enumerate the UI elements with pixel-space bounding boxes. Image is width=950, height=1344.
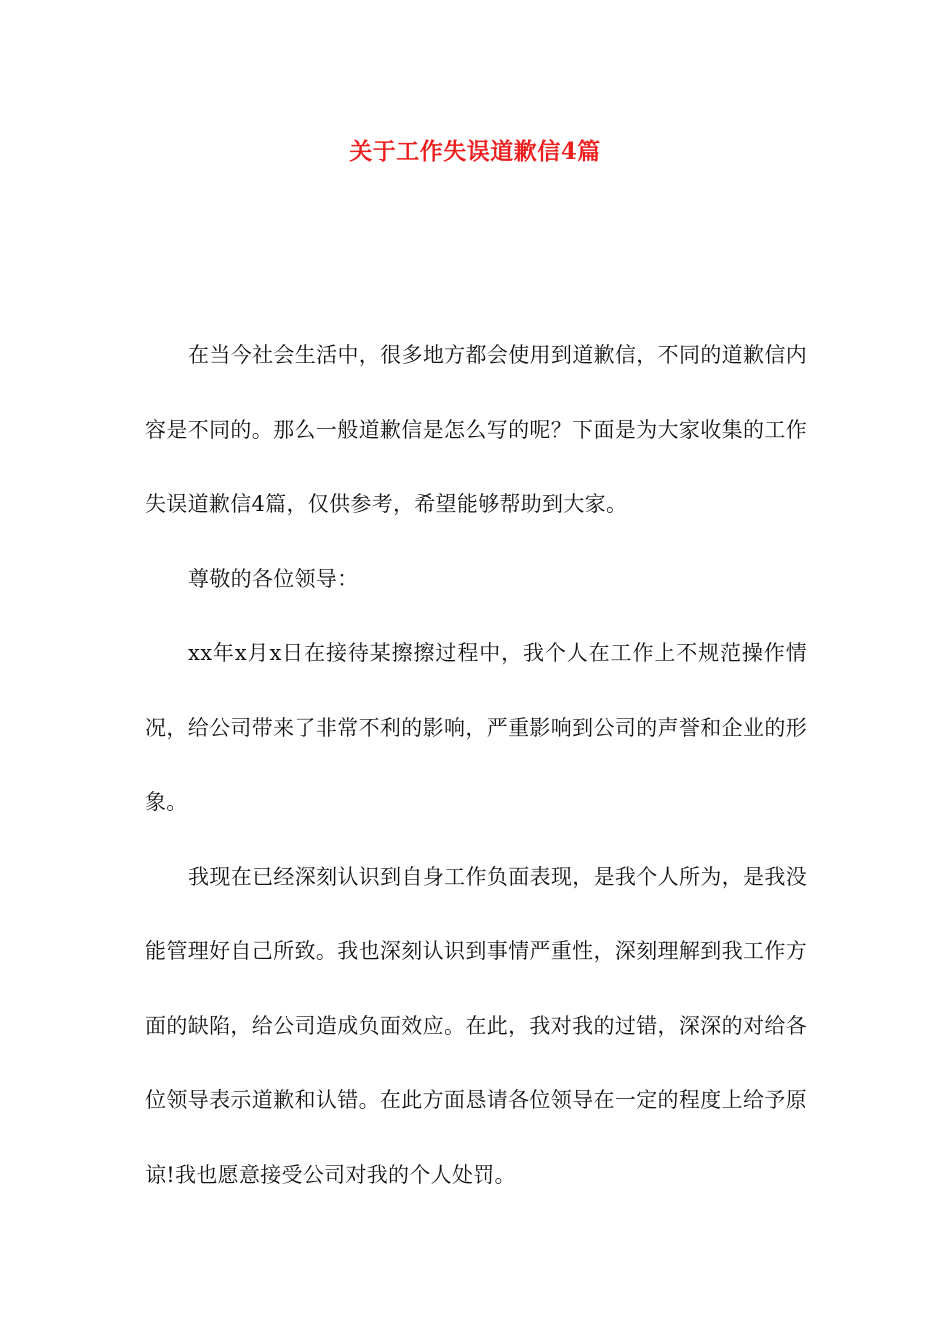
intro-paragraph: 在当今社会生活中，很多地方都会使用到道歉信，不同的道歉信内容是不同的。那么一般道歉信是怎么写的呢？下面是为大家收集的工作失误道歉信4篇，仅供参考，希望能够帮助到大家。 (145, 343, 807, 516)
document-title: 关于工作失误道歉信4篇 (349, 138, 601, 165)
apology-paragraph: 我现在已经深刻认识到自身工作负面表现，是我个人所为，是我没能管理好自己所致。我也深刻认识到事情严重性，深刻理解到我工作方面的缺陷，给公司造成负面效应。在此，我对我的过错，深深的对给各位领导表示道歉和认错。在此方面恳请各位领导在一定的程度上给予原谅!我也愿意接受公司对我的个人处罚。 (145, 864, 807, 1187)
salutation-paragraph: 尊敬的各位领导： (188, 566, 359, 591)
incident-paragraph: xx年x月x日在接待某擦擦过程中，我个人在工作上不规范操作情况，给公司带来了非常不利的影响，严重影响到公司的声誉和企业的形象。 (145, 641, 807, 814)
document-body (145, 318, 807, 1212)
